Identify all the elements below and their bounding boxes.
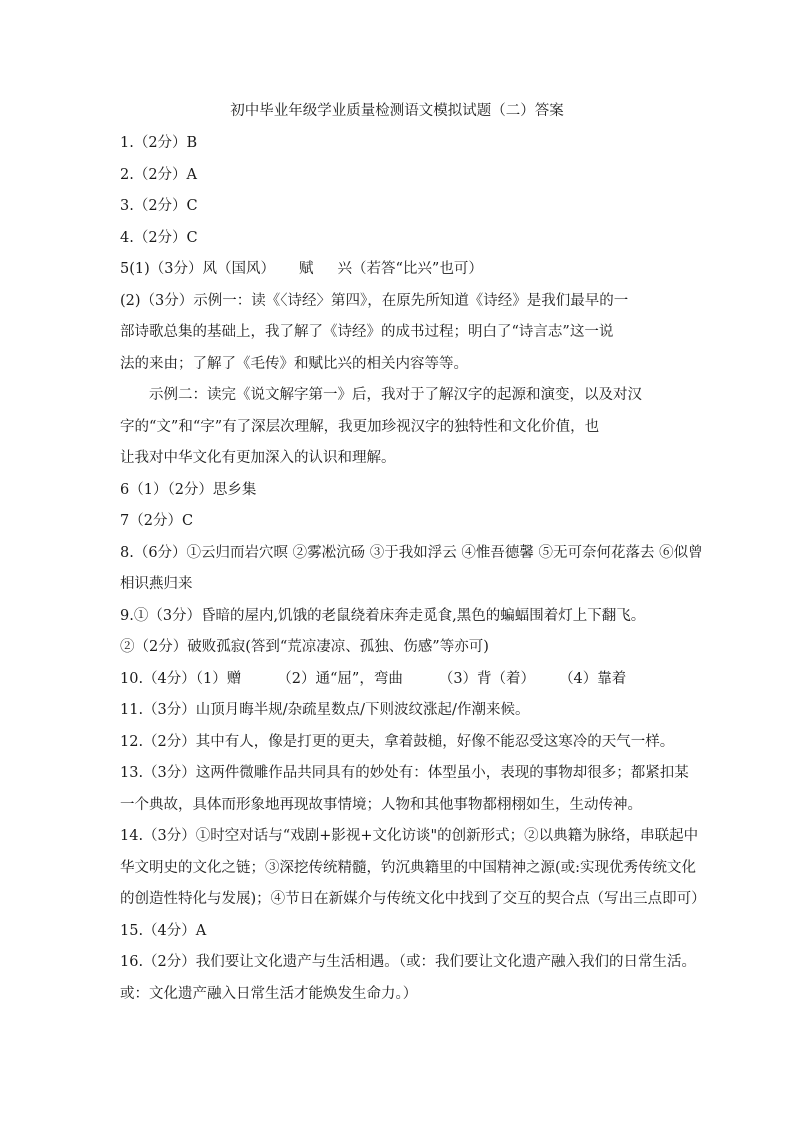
answer-7: 7（2分）C: [120, 513, 194, 529]
answer-5-1-part-1: 5(1)（3分）风（国风）: [120, 261, 275, 277]
answer-list: [120, 128, 706, 1010]
answer-5-1-part-3: 兴（若答“比兴”也可）: [337, 261, 483, 277]
answer-13-line-1: 13.（3分）这两件微雕作品共同具有的妙处有：体型虽小，表现的事物却很多；都紧扣某: [120, 765, 689, 781]
answer-12: 12.（2分）其中有人，像是打更的更夫，拿着鼓槌，好像不能忍受这寒冷的天气一样。: [120, 733, 675, 750]
answer-10-part-1: 10.（4分）（1）赠: [120, 670, 242, 687]
answer-15: 15.（4分）A: [120, 922, 207, 939]
answer-5-2-line-6: 让我对中华文化有更加深入的认识和理解。: [120, 450, 396, 466]
answer-8-line-2: 相识燕归来: [120, 576, 193, 592]
answer-16-line-1: 16.（2分）我们要让文化遗产与生活相遇。（或：我们要让文化遗产融入我们的日常生活。: [120, 954, 697, 970]
answer-6: 6（1）（2分）思乡集: [120, 481, 257, 498]
page-title: 初中毕业年级学业质量检测语文模拟试题（二）答案: [230, 103, 564, 119]
answer-9-2: ②（2分）破败孤寂(答到“荒凉凄凉、孤独、伤感”等亦可): [120, 639, 489, 655]
answer-1: 1.（2分）B: [120, 135, 198, 151]
answer-3: 3.（2分）C: [120, 198, 198, 214]
answer-8-line-1: 8.（6分）①云归而岩穴暝 ②雾凇沆砀 ③于我如浮云 ④惟吾德馨 ⑤无可奈何花落去 ⑥似曾: [120, 544, 703, 561]
answer-14-line-2: 华文明史的文化之链；③深挖传统精髓，钓沉典籍里的中国精神之源(或:实现优秀传统文化: [120, 859, 697, 876]
answer-5-2-line-4: 示例二：读完《说文解字第一》后，我对于了解汉字的起源和演变，以及对汉: [149, 387, 642, 403]
answer-5-2-line-1: (2)（3分）示例一：读《〈诗经〉第四》，在原先所知道《诗经》是我们最早的一: [120, 292, 629, 309]
answer-5-1-part-2: 赋: [299, 261, 314, 277]
answer-10-part-4: （4）靠着: [559, 670, 627, 687]
answer-10-part-2: （2）通“屈”，弯曲: [277, 670, 403, 687]
answer-10: [120, 664, 700, 696]
answer-14-line-1: 14.（3分）①时空对话与“戏剧+影视+文化访谈"的创新形式；②以典籍为脉络，串联起中: [120, 828, 699, 844]
answer-14-line-3: 的创造性特化与发展)；④节日在新媒介与传统文化中找到了交互的契合点（写出三点即可）: [120, 891, 706, 907]
answer-5-2-line-5: 字的“文”和“字”有了深层次理解，我更加珍视汉字的独特性和文化价值，也: [120, 418, 600, 435]
answer-5-1: [120, 254, 700, 286]
answer-5-2-line-3: 法的来由；了解了《毛传》和赋比兴的相关内容等等。: [120, 355, 468, 372]
answer-11: 11.（3分）山顶月晦半规/杂疏星数点/下则波纹涨起/作潮来候。: [120, 702, 530, 718]
answer-10-part-3: （3）背（着）: [438, 670, 536, 687]
answer-5-2-line-2: 部诗歌总集的基础上，我了解了《诗经》的成书过程；明白了“诗言志”这一说: [120, 324, 614, 340]
answer-16-line-2: 或：文化遗产融入日常生活才能焕发生命力。）: [120, 985, 418, 1002]
answer-2: 2.（2分）A: [120, 166, 198, 183]
answer-4: 4.（2分）C: [120, 229, 198, 246]
answer-13-line-2: 一个典故，具体而形象地再现故事情境；人物和其他事物都栩栩如生，生动传神。: [120, 796, 642, 813]
answer-9-1: 9.①（3分）昏暗的屋内,饥饿的老鼠绕着床奔走觅食,黑色的蝙蝠围着灯上下翻飞。: [120, 607, 646, 624]
